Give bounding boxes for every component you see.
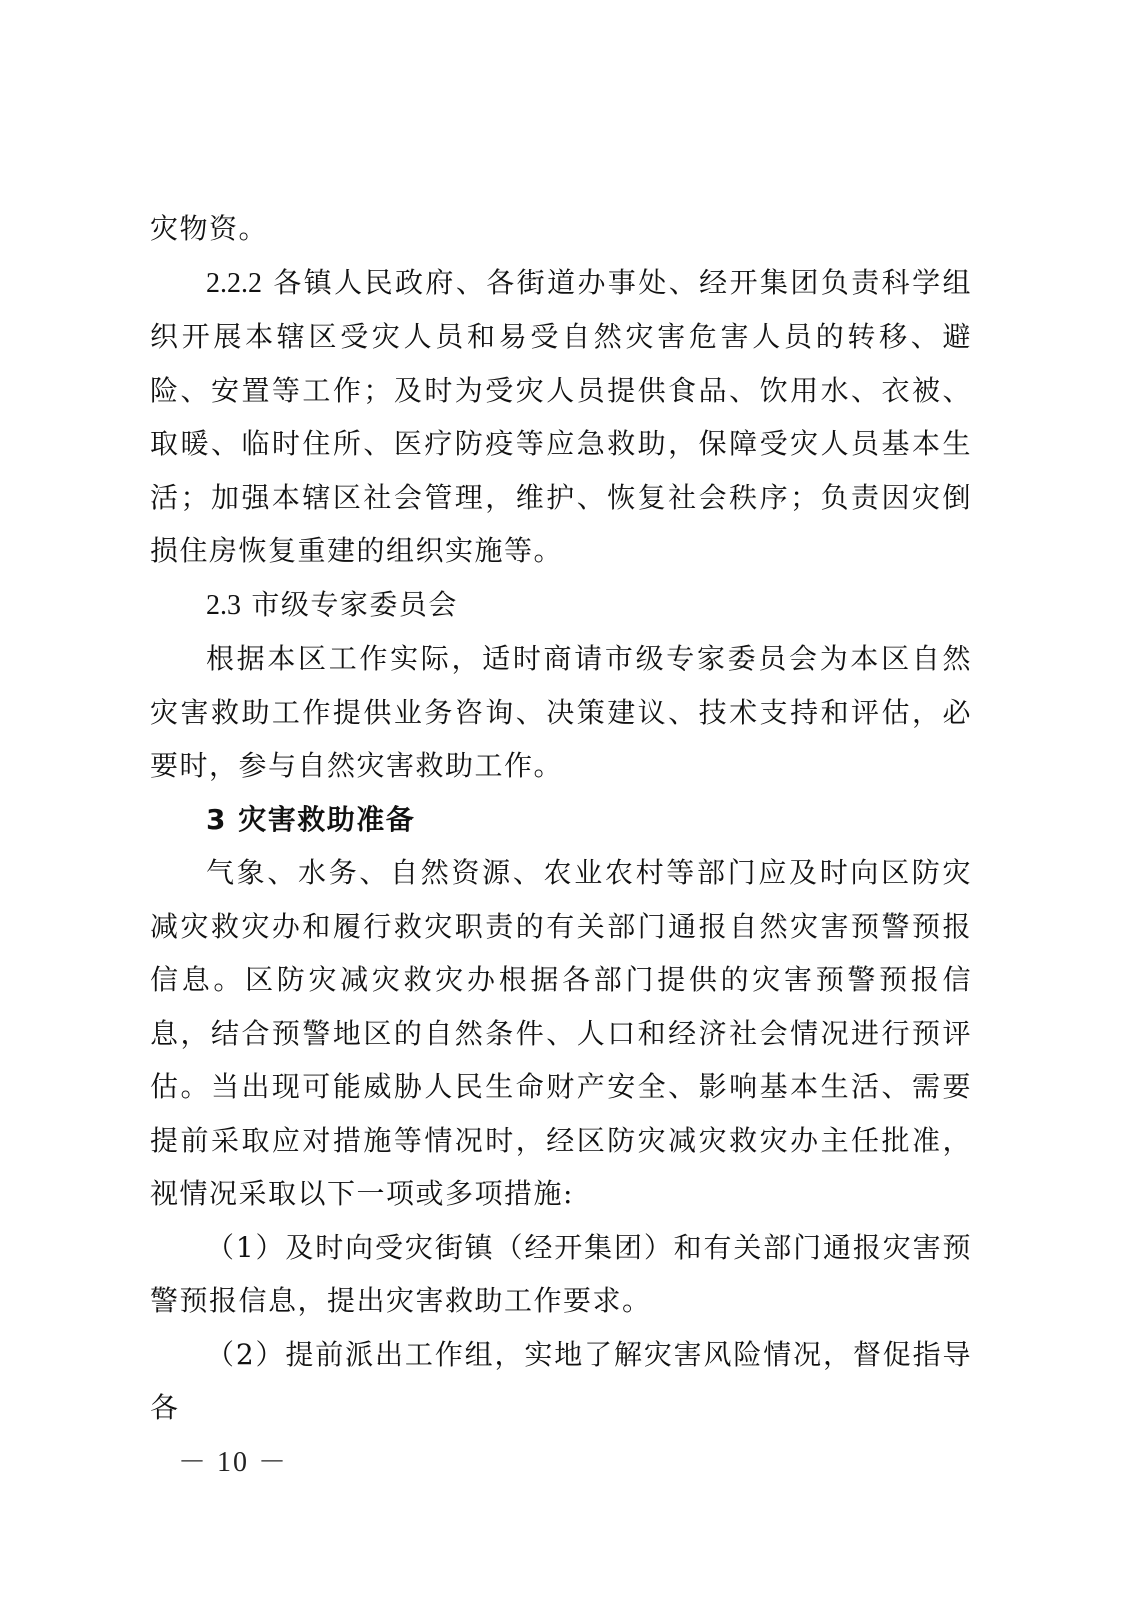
paragraph-measure-2: （2）提前派出工作组，实地了解灾害风险情况，督促指导各 bbox=[150, 1337, 972, 1424]
section-number-3: 3 bbox=[206, 802, 227, 836]
heading-2-3-text: 市级专家委员会 bbox=[251, 587, 458, 621]
paragraph-measure-1: （1）及时向受灾街镇（经开集团）和有关部门通报灾害预警预报信息，提出灾害救助工作要求。 bbox=[150, 1230, 972, 1317]
heading-3 bbox=[150, 793, 972, 847]
paragraph-preparation: 气象、水务、自然资源、农业农村等部门应及时向区防灾减灾救灾办和履行救灾职责的有关部门通报自然灾害预警预报信息。区防灾减灾救灾办根据各部门提供的灾害预警预报信息，结合预警地区的自然条件、人口和经济社会情况进行预评估。当出现可能威胁人民生命财产安全、影响基本生活、需要提前采取应对措施等情况时，经区防灾减灾救灾办主任批准，视情况采取以下一项或多项措施: bbox=[150, 856, 972, 1210]
paragraph-continuation: 灾物资。 bbox=[150, 212, 269, 245]
paragraph-expert-committee: 根据本区工作实际，适时商请市级专家委员会为本区自然灾害救助工作提供业务咨询、决策建议、技术支持和评估，必要时，参与自然灾害救助工作。 bbox=[150, 642, 972, 782]
section-number-2-3: 2.3 bbox=[206, 589, 241, 621]
page-number: － 10 － bbox=[178, 1447, 289, 1478]
heading-3-text: 灾害救助准备 bbox=[238, 802, 416, 836]
document-body bbox=[150, 202, 972, 1435]
heading-2-3 bbox=[150, 578, 972, 633]
paragraph-2-2-2 bbox=[150, 256, 972, 578]
section-number-2-2-2: 2.2.2 bbox=[206, 267, 262, 299]
paragraph-2-2-2-text: 各镇人民政府、各街道办事处、经开集团负责科学组织开展本辖区受灾人员和易受自然灾害危害人员的转移、避险、安置等工作；及时为受灾人员提供食品、饮用水、衣被、取暖、临时住所、医疗防疫等应急救助，保障受灾人员基本生活；加强本辖区社会管理，维护、恢复社会秩序；负责因灾倒损住房恢复重建的组织实施等。 bbox=[150, 265, 972, 567]
